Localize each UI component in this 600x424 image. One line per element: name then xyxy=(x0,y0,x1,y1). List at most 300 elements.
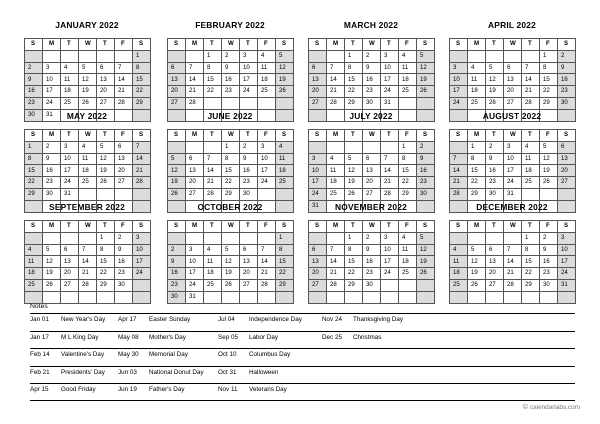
day-cell: 27 xyxy=(309,279,327,291)
day-cell: 26 xyxy=(468,279,486,291)
weekday-header: S xyxy=(168,39,186,51)
day-cell: 6 xyxy=(186,153,204,165)
day-cell: 2 xyxy=(168,244,186,256)
day-cell: 25 xyxy=(258,86,276,98)
day-cell: 31 xyxy=(186,291,204,303)
day-cell xyxy=(79,232,97,244)
weekday-header: S xyxy=(309,130,327,142)
holiday-date: Nov 24 xyxy=(322,316,342,323)
day-cell: 20 xyxy=(61,268,79,280)
day-cell: 31 xyxy=(43,109,61,121)
day-cell: 21 xyxy=(115,86,133,98)
day-cell xyxy=(133,188,151,200)
day-cell: 15 xyxy=(97,256,115,268)
day-cell: 18 xyxy=(79,165,97,177)
weekday-header: S xyxy=(309,221,327,233)
day-cell: 28 xyxy=(186,97,204,109)
weekday-header: F xyxy=(399,130,417,142)
holiday-name: Father's Day xyxy=(149,386,185,393)
week-row xyxy=(25,268,151,280)
week-row xyxy=(309,268,435,280)
day-cell: 16 xyxy=(363,256,381,268)
week-row xyxy=(450,256,576,268)
day-cell: 16 xyxy=(25,86,43,98)
day-cell: 27 xyxy=(240,279,258,291)
day-cell xyxy=(468,232,486,244)
day-cell xyxy=(327,50,345,62)
weekday-header: S xyxy=(25,221,43,233)
day-cell: 10 xyxy=(309,165,327,177)
day-cell: 2 xyxy=(43,141,61,153)
day-cell xyxy=(222,97,240,109)
week-row xyxy=(450,177,576,189)
month-calendar xyxy=(24,201,150,304)
day-cell: 3 xyxy=(133,232,151,244)
day-cell: 1 xyxy=(25,141,43,153)
day-cell: 8 xyxy=(540,62,558,74)
day-cell: 4 xyxy=(25,244,43,256)
day-cell: 24 xyxy=(381,86,399,98)
week-row xyxy=(168,165,294,177)
day-cell xyxy=(258,97,276,109)
weekday-header: S xyxy=(168,130,186,142)
week-row xyxy=(168,188,294,200)
day-cell: 31 xyxy=(309,200,327,212)
weekday-header-row xyxy=(25,39,151,51)
weekday-header: S xyxy=(450,39,468,51)
month-table xyxy=(449,220,576,304)
day-cell: 15 xyxy=(399,165,417,177)
day-cell: 4 xyxy=(522,141,540,153)
day-cell: 20 xyxy=(309,268,327,280)
day-cell: 18 xyxy=(399,74,417,86)
day-cell: 28 xyxy=(522,97,540,109)
month-title: MAY 2022 xyxy=(66,111,108,121)
day-cell: 24 xyxy=(504,177,522,189)
day-cell: 6 xyxy=(486,244,504,256)
day-cell: 30 xyxy=(363,97,381,109)
day-cell: 11 xyxy=(327,165,345,177)
notes-row xyxy=(30,331,575,349)
holiday-entry xyxy=(30,386,96,394)
day-cell: 3 xyxy=(381,232,399,244)
weekday-header: F xyxy=(258,130,276,142)
week-row xyxy=(450,74,576,86)
day-cell: 6 xyxy=(61,244,79,256)
holiday-date: Nov 11 xyxy=(218,386,238,393)
week-row xyxy=(25,86,151,98)
week-row xyxy=(25,256,151,268)
weekday-header-row xyxy=(168,221,294,233)
weekday-header: S xyxy=(417,39,435,51)
day-cell: 8 xyxy=(345,244,363,256)
day-cell: 3 xyxy=(61,141,79,153)
day-cell: 26 xyxy=(486,97,504,109)
day-cell: 14 xyxy=(204,165,222,177)
weekday-header: F xyxy=(115,130,133,142)
week-row xyxy=(25,62,151,74)
day-cell: 21 xyxy=(450,177,468,189)
day-cell: 20 xyxy=(240,268,258,280)
day-cell xyxy=(61,50,79,62)
week-row xyxy=(309,177,435,189)
week-row xyxy=(309,50,435,62)
day-cell xyxy=(133,279,151,291)
day-cell: 24 xyxy=(186,279,204,291)
weekday-header: S xyxy=(25,130,43,142)
day-cell: 19 xyxy=(168,177,186,189)
day-cell: 2 xyxy=(540,232,558,244)
day-cell: 25 xyxy=(276,177,294,189)
day-cell: 17 xyxy=(381,74,399,86)
weekday-header: W xyxy=(79,130,97,142)
day-cell: 18 xyxy=(61,86,79,98)
weekday-header: M xyxy=(327,130,345,142)
week-row xyxy=(309,244,435,256)
week-row xyxy=(450,268,576,280)
day-cell: 3 xyxy=(186,244,204,256)
day-cell: 15 xyxy=(468,165,486,177)
day-cell: 3 xyxy=(381,50,399,62)
day-cell: 15 xyxy=(345,256,363,268)
day-cell: 26 xyxy=(168,188,186,200)
week-row xyxy=(309,188,435,200)
day-cell: 19 xyxy=(79,86,97,98)
day-cell: 3 xyxy=(450,62,468,74)
day-cell: 7 xyxy=(522,62,540,74)
day-cell: 2 xyxy=(363,232,381,244)
day-cell: 29 xyxy=(399,188,417,200)
month-calendar xyxy=(167,110,293,213)
day-cell: 14 xyxy=(450,165,468,177)
day-cell: 25 xyxy=(399,86,417,98)
weekday-header: W xyxy=(79,221,97,233)
day-cell xyxy=(468,50,486,62)
day-cell: 15 xyxy=(204,74,222,86)
weekday-header: S xyxy=(276,39,294,51)
day-cell: 26 xyxy=(222,279,240,291)
week-row xyxy=(309,62,435,74)
day-cell: 2 xyxy=(417,141,435,153)
day-cell: 9 xyxy=(43,153,61,165)
week-row xyxy=(309,141,435,153)
weekday-header: S xyxy=(558,39,576,51)
day-cell xyxy=(168,141,186,153)
day-cell: 7 xyxy=(79,244,97,256)
week-row xyxy=(168,153,294,165)
day-cell: 13 xyxy=(97,74,115,86)
weekday-header: S xyxy=(133,39,151,51)
day-cell xyxy=(309,141,327,153)
weekday-header: T xyxy=(345,221,363,233)
day-cell: 23 xyxy=(25,97,43,109)
day-cell: 16 xyxy=(363,74,381,86)
weekday-header: T xyxy=(486,130,504,142)
week-row xyxy=(309,74,435,86)
day-cell: 7 xyxy=(258,244,276,256)
weekday-header-row xyxy=(309,130,435,142)
month-title: DECEMBER 2022 xyxy=(476,202,548,212)
weekday-header-row xyxy=(25,130,151,142)
holiday-entry xyxy=(218,351,290,359)
day-cell: 12 xyxy=(486,74,504,86)
day-cell: 11 xyxy=(450,256,468,268)
day-cell: 18 xyxy=(450,268,468,280)
day-cell: 7 xyxy=(204,153,222,165)
weekday-header: F xyxy=(399,39,417,51)
day-cell: 14 xyxy=(381,165,399,177)
day-cell: 21 xyxy=(327,86,345,98)
holiday-name: Christmas xyxy=(353,333,382,341)
week-row xyxy=(25,141,151,153)
month-title: JUNE 2022 xyxy=(207,111,253,121)
weekday-header: S xyxy=(309,39,327,51)
weekday-header: T xyxy=(97,130,115,142)
weekday-header: T xyxy=(381,39,399,51)
holiday-date: Jan 01 xyxy=(30,316,49,323)
week-row xyxy=(450,244,576,256)
day-cell: 22 xyxy=(468,177,486,189)
day-cell: 12 xyxy=(97,153,115,165)
day-cell: 7 xyxy=(327,244,345,256)
month-calendar xyxy=(308,19,434,122)
holiday-date: Sep 05 xyxy=(218,333,238,341)
day-cell: 6 xyxy=(97,62,115,74)
day-cell: 6 xyxy=(309,244,327,256)
notes-row xyxy=(30,348,575,366)
day-cell: 14 xyxy=(327,74,345,86)
week-row xyxy=(309,256,435,268)
day-cell: 14 xyxy=(186,74,204,86)
day-cell xyxy=(399,279,417,291)
day-cell: 23 xyxy=(222,86,240,98)
weekday-header: F xyxy=(540,39,558,51)
week-row xyxy=(168,244,294,256)
month-calendar xyxy=(449,19,575,122)
day-cell xyxy=(327,232,345,244)
day-cell: 24 xyxy=(43,97,61,109)
day-cell: 15 xyxy=(522,256,540,268)
day-cell: 3 xyxy=(240,50,258,62)
day-cell: 22 xyxy=(25,177,43,189)
day-cell: 15 xyxy=(276,256,294,268)
day-cell: 5 xyxy=(345,153,363,165)
day-cell: 28 xyxy=(258,279,276,291)
weekday-header: W xyxy=(504,39,522,51)
week-row xyxy=(25,153,151,165)
weekday-header: M xyxy=(186,221,204,233)
weekday-header: M xyxy=(468,39,486,51)
day-cell: 3 xyxy=(504,141,522,153)
month-title: FEBRUARY 2022 xyxy=(195,20,265,30)
day-cell: 9 xyxy=(240,153,258,165)
day-cell xyxy=(43,50,61,62)
weekday-header: M xyxy=(327,39,345,51)
weekday-header: W xyxy=(504,221,522,233)
weekday-header: M xyxy=(43,130,61,142)
day-cell: 18 xyxy=(276,165,294,177)
weekday-header: F xyxy=(540,130,558,142)
day-cell: 11 xyxy=(258,62,276,74)
day-cell: 6 xyxy=(240,244,258,256)
holiday-entry xyxy=(118,351,188,359)
weekday-header: M xyxy=(43,39,61,51)
day-cell: 17 xyxy=(61,165,79,177)
day-cell: 18 xyxy=(25,268,43,280)
day-cell: 20 xyxy=(504,86,522,98)
day-cell: 26 xyxy=(97,177,115,189)
weekday-header: T xyxy=(204,130,222,142)
day-cell xyxy=(522,188,540,200)
holiday-name: Halloween xyxy=(249,368,279,376)
day-cell: 1 xyxy=(222,141,240,153)
day-cell: 15 xyxy=(345,74,363,86)
day-cell: 24 xyxy=(258,177,276,189)
day-cell xyxy=(240,232,258,244)
day-cell: 20 xyxy=(97,86,115,98)
day-cell: 11 xyxy=(522,153,540,165)
day-cell xyxy=(168,232,186,244)
notes-title: Notes xyxy=(30,303,48,310)
week-row xyxy=(168,177,294,189)
day-cell: 27 xyxy=(558,177,576,189)
day-cell: 21 xyxy=(327,268,345,280)
day-cell: 4 xyxy=(276,141,294,153)
day-cell: 28 xyxy=(450,188,468,200)
day-cell: 9 xyxy=(363,62,381,74)
day-cell: 19 xyxy=(417,74,435,86)
weekday-header: T xyxy=(486,221,504,233)
day-cell xyxy=(79,50,97,62)
day-cell: 13 xyxy=(309,74,327,86)
day-cell xyxy=(504,232,522,244)
day-cell: 30 xyxy=(540,279,558,291)
holiday-entry xyxy=(118,386,185,394)
weekday-header: F xyxy=(115,39,133,51)
weekday-header: T xyxy=(522,221,540,233)
month-title: OCTOBER 2022 xyxy=(197,202,263,212)
day-cell: 18 xyxy=(468,86,486,98)
week-row xyxy=(450,232,576,244)
day-cell: 24 xyxy=(240,86,258,98)
day-cell: 25 xyxy=(61,97,79,109)
day-cell: 10 xyxy=(186,256,204,268)
day-cell: 12 xyxy=(417,244,435,256)
day-cell: 15 xyxy=(222,165,240,177)
day-cell: 4 xyxy=(450,244,468,256)
day-cell: 23 xyxy=(363,86,381,98)
day-cell: 11 xyxy=(204,256,222,268)
day-cell: 28 xyxy=(115,97,133,109)
day-cell: 18 xyxy=(399,256,417,268)
month-calendar xyxy=(24,19,150,122)
day-cell: 17 xyxy=(381,256,399,268)
day-cell: 16 xyxy=(540,256,558,268)
day-cell: 12 xyxy=(168,165,186,177)
day-cell: 8 xyxy=(222,153,240,165)
weekday-header: W xyxy=(363,221,381,233)
day-cell: 14 xyxy=(115,74,133,86)
day-cell: 10 xyxy=(61,153,79,165)
week-row xyxy=(168,97,294,109)
copyright-icon: © xyxy=(522,404,528,411)
day-cell: 7 xyxy=(327,62,345,74)
month-calendar xyxy=(308,201,434,304)
day-cell: 22 xyxy=(97,268,115,280)
notes-row xyxy=(30,383,575,401)
day-cell: 11 xyxy=(399,244,417,256)
day-cell: 31 xyxy=(61,188,79,200)
day-cell: 1 xyxy=(522,232,540,244)
day-cell: 9 xyxy=(168,256,186,268)
day-cell: 30 xyxy=(115,279,133,291)
week-row xyxy=(450,153,576,165)
month-calendar xyxy=(308,110,434,213)
week-row xyxy=(168,62,294,74)
day-cell: 14 xyxy=(79,256,97,268)
weekday-header: T xyxy=(97,39,115,51)
day-cell: 2 xyxy=(25,62,43,74)
day-cell: 17 xyxy=(240,74,258,86)
weekday-header: S xyxy=(276,221,294,233)
day-cell xyxy=(558,188,576,200)
day-cell: 8 xyxy=(133,62,151,74)
day-cell: 25 xyxy=(468,97,486,109)
day-cell xyxy=(204,97,222,109)
day-cell: 10 xyxy=(558,244,576,256)
day-cell: 11 xyxy=(276,153,294,165)
holiday-entry xyxy=(30,351,104,359)
day-cell: 16 xyxy=(240,165,258,177)
day-cell: 31 xyxy=(381,97,399,109)
day-cell: 14 xyxy=(504,256,522,268)
holiday-name: Thanksgiving Day xyxy=(353,316,404,323)
weekday-header: F xyxy=(115,221,133,233)
day-cell: 29 xyxy=(25,188,43,200)
weekday-header: M xyxy=(468,130,486,142)
day-cell xyxy=(186,232,204,244)
day-cell: 24 xyxy=(309,188,327,200)
day-cell: 13 xyxy=(486,256,504,268)
day-cell: 23 xyxy=(417,177,435,189)
month-title: JANUARY 2022 xyxy=(55,20,119,30)
day-cell xyxy=(115,50,133,62)
day-cell: 25 xyxy=(204,279,222,291)
day-cell: 21 xyxy=(79,268,97,280)
day-cell: 5 xyxy=(222,244,240,256)
holiday-date: Feb 21 xyxy=(30,368,50,376)
day-cell xyxy=(417,97,435,109)
day-cell xyxy=(450,50,468,62)
day-cell: 16 xyxy=(222,74,240,86)
day-cell: 27 xyxy=(309,97,327,109)
day-cell: 21 xyxy=(186,86,204,98)
day-cell: 27 xyxy=(97,97,115,109)
day-cell: 1 xyxy=(399,141,417,153)
month-title: AUGUST 2022 xyxy=(482,111,542,121)
day-cell: 5 xyxy=(417,50,435,62)
holiday-date: May 08 xyxy=(118,333,139,341)
weekday-header: S xyxy=(168,221,186,233)
day-cell: 19 xyxy=(417,256,435,268)
day-cell: 17 xyxy=(258,165,276,177)
day-cell: 12 xyxy=(79,74,97,86)
weekday-header: T xyxy=(97,221,115,233)
day-cell: 27 xyxy=(363,188,381,200)
day-cell: 12 xyxy=(222,256,240,268)
day-cell: 7 xyxy=(450,153,468,165)
day-cell: 12 xyxy=(540,153,558,165)
